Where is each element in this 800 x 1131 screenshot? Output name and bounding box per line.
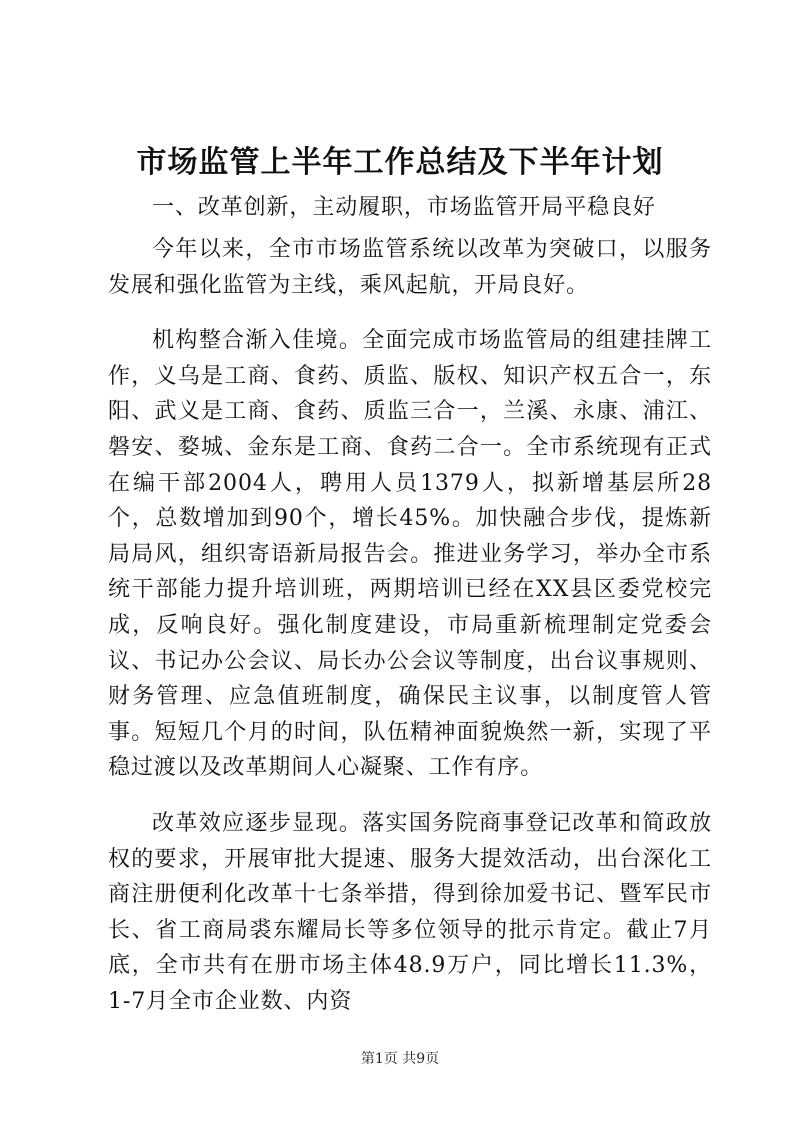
- section-heading: 一、改革创新，主动履职，市场监管开局平稳良好: [152, 195, 656, 220]
- body-paragraph: 今年以来，全市市场监管系统以改革为突破口，以服务发展和强化监管为主线，乘风起航，开局良好。: [108, 237, 712, 298]
- document-title: 市场监管上半年工作总结及下半年计划: [136, 145, 664, 180]
- document-body: [108, 190, 712, 1019]
- body-paragraph: 机构整合渐入佳境。全面完成市场监管局的组建挂牌工作，义乌是工商、食药、质监、版权、知识产权五合一，东阳、武义是工商、食药、质监三合一，兰溪、永康、浦江、磐安、婺城、金东是工商、食药二合一。全市系统现有正式在编干部2004人，聘用人员1379人，拟新增基层所28个，总数增加到90个，增长45%。加快融合步伐，提炼新局局风，组织寄语新局报告会。推进业务学习，举办全市系统干部能力提升培训班，两期培训已经在XX县区委党校完成，反响良好。强化制度建设，市局重新梳理制定党委会议、书记办公会议、局长办公会议等制度，出台议事规则、财务管理、应急值班制度，确保民主议事，以制度管人管事。短短几个月的时间，队伍精神面貌焕然一新，实现了平稳过渡以及改革期间人心凝聚、工作有序。: [108, 328, 712, 781]
- body-paragraph: 改革效应逐步显现。落实国务院商事登记改革和简政放权的要求，开展审批大提速、服务大提效活动，出台深化工商注册便利化改革十七条举措，得到徐加爱书记、暨军民市长、省工商局裘东耀局长等多位领导的批示肯定。截止7月底，全市共有在册市场主体48.9万户，同比增长11.3%，1-7月全市企业数、内资: [108, 810, 712, 1014]
- page-footer: 第1页 共9页: [360, 1051, 440, 1067]
